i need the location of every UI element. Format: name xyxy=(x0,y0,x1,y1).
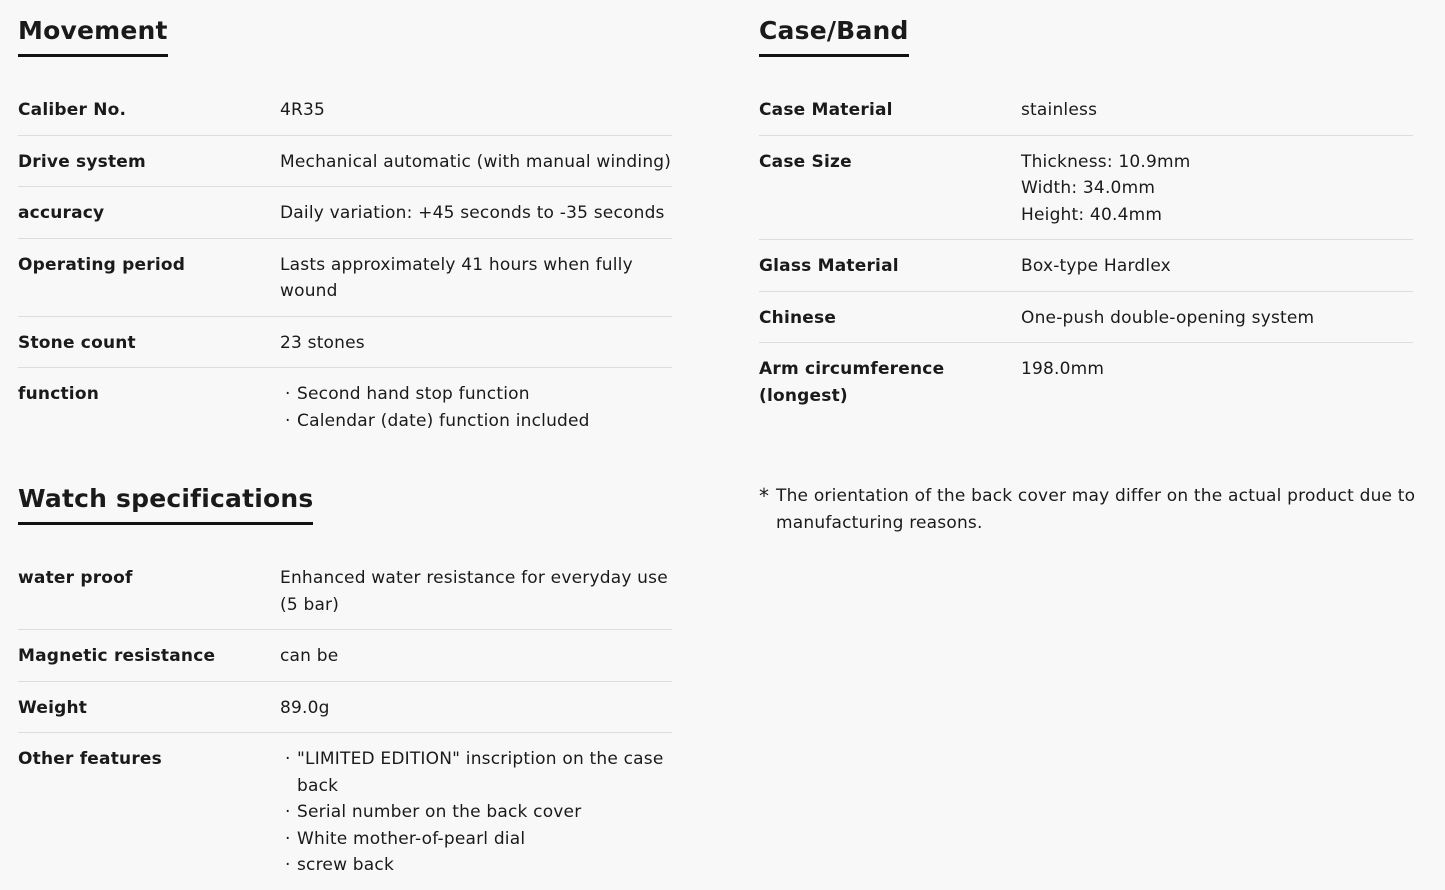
spec-label: Case Material xyxy=(759,100,893,120)
spec-row-weight xyxy=(18,682,672,734)
list-item: · "LIMITED EDITION" inscription on the case back xyxy=(280,746,672,799)
spec-row-chinese xyxy=(759,292,1413,344)
function-list xyxy=(280,381,672,434)
spec-label: water proof xyxy=(18,568,133,588)
spec-label: Caliber No. xyxy=(18,100,127,120)
movement-section xyxy=(18,14,672,445)
watch-specs-section xyxy=(18,482,672,890)
spec-value: 4R35 xyxy=(280,100,326,120)
spec-label: function xyxy=(18,384,100,404)
spec-label: Magnetic resistance xyxy=(18,646,216,666)
spec-label: Weight xyxy=(18,697,88,718)
spec-row-stone-count xyxy=(18,317,672,369)
spec-value: Mechanical automatic (with manual winding) xyxy=(280,151,672,172)
case-band-title: Case/Band xyxy=(759,14,909,57)
spec-row-water-proof xyxy=(18,552,672,630)
spec-value: One-push double-opening system xyxy=(1021,307,1315,328)
spec-label: Chinese xyxy=(759,307,837,328)
spec-row-caliber xyxy=(18,84,672,136)
list-item: · Second hand stop function xyxy=(280,381,672,408)
spec-row-magnetic-resistance xyxy=(18,630,672,682)
spec-row-arm-circumference xyxy=(759,343,1413,420)
spec-row-drive-system xyxy=(18,136,672,188)
spec-value: 89.0g xyxy=(280,697,330,718)
spec-row-accuracy xyxy=(18,187,672,239)
list-item: · screw back xyxy=(280,852,672,879)
spec-value: 198.0mm xyxy=(1021,359,1105,379)
back-cover-note xyxy=(759,483,1419,536)
spec-label: Stone count xyxy=(18,332,136,353)
spec-value: Lasts approximately 41 hours when fully wound xyxy=(280,254,633,301)
spec-row-operating-period xyxy=(18,239,672,317)
spec-label: Other features xyxy=(18,749,162,769)
spec-value: can be xyxy=(280,646,339,666)
case-band-spec-list xyxy=(759,84,1413,420)
case-band-section xyxy=(759,14,1413,420)
watch-specs-spec-list xyxy=(18,552,672,890)
spec-row-case-size xyxy=(759,136,1413,241)
list-item: · White mother-of-pearl dial xyxy=(280,826,672,853)
spec-value: Enhanced water resistance for everyday use (5 bar) xyxy=(280,568,668,615)
spec-label: Operating period xyxy=(18,254,186,275)
spec-row-glass-material xyxy=(759,240,1413,292)
spec-label: accuracy xyxy=(18,203,105,223)
spec-value: Box-type Hardlex xyxy=(1021,256,1171,276)
spec-value: 23 stones xyxy=(280,332,365,353)
note-text: The orientation of the back cover may differ on the actual product due to manufacturing reasons. xyxy=(776,486,1416,533)
case-size-width: Width: 34.0mm xyxy=(1021,178,1156,198)
case-size-height: Height: 40.4mm xyxy=(1021,204,1163,225)
spec-value xyxy=(280,381,672,434)
movement-spec-list xyxy=(18,84,672,445)
movement-title: Movement xyxy=(18,14,168,57)
spec-label: Glass Material xyxy=(759,256,899,276)
list-item: · Calendar (date) function included xyxy=(280,408,672,435)
spec-label: Drive system xyxy=(18,151,146,172)
case-size-thickness: Thickness: 10.9mm xyxy=(1021,151,1191,172)
spec-row-other-features xyxy=(18,733,672,890)
other-features-list xyxy=(280,746,672,879)
spec-label: Arm circumference (longest) xyxy=(759,359,945,406)
spec-row-function xyxy=(18,368,672,445)
watch-specs-title: Watch specifications xyxy=(18,482,313,525)
spec-label: Case Size xyxy=(759,151,852,172)
spec-value xyxy=(1021,149,1413,229)
spec-value: Daily variation: +45 seconds to -35 seconds xyxy=(280,203,665,223)
spec-value: stainless xyxy=(1021,100,1098,120)
note-asterisk: * xyxy=(759,484,770,508)
spec-row-case-material xyxy=(759,84,1413,136)
spec-value xyxy=(280,746,672,879)
list-item: · Serial number on the back cover xyxy=(280,799,672,826)
